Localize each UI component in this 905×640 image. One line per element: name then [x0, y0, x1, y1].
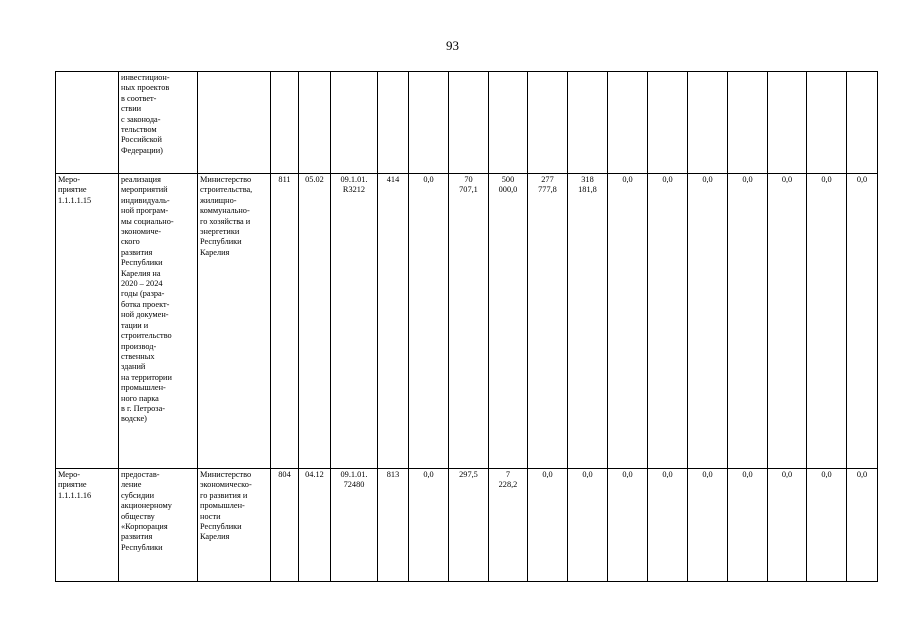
measure-description-cell-line: ной докумен-: [121, 310, 169, 320]
measure-description-cell-line: 2020 – 2024: [121, 279, 163, 289]
value-cell: [608, 469, 648, 582]
measure-description-cell-line: ной програм-: [121, 206, 169, 216]
executor-cell-line: го развития и: [200, 490, 248, 500]
measure-description-cell-line: экономиче-: [121, 227, 162, 237]
value-text: 09.1.01. R3212: [340, 175, 368, 195]
measure-description-cell-line: тельством: [121, 125, 157, 135]
value-cell: [409, 174, 449, 469]
measure-description-cell: [119, 174, 198, 469]
measure-description-cell-line: промышлен-: [121, 383, 166, 393]
measure-description-cell-line: на территории: [121, 372, 172, 382]
value-cell: [299, 174, 331, 469]
value-cell: [489, 72, 528, 174]
measure-name-cell: [56, 72, 119, 174]
measure-description-cell-line: Карелия на: [121, 268, 161, 278]
measure-description-cell-line: ботка проект-: [121, 299, 170, 309]
value-cell: [449, 72, 489, 174]
measure-name-cell: [56, 469, 119, 582]
measure-description-cell-line: инвестицион-: [121, 73, 170, 82]
value-text: 0,0: [542, 470, 553, 479]
executor-cell-line: жилищно-: [200, 195, 237, 205]
value-cell: [768, 469, 807, 582]
value-text: 277 777,8: [538, 175, 557, 195]
value-text: 0,0: [742, 470, 753, 479]
value-cell: [807, 174, 847, 469]
value-text: 811: [278, 175, 291, 184]
value-cell: [807, 72, 847, 174]
value-text: 0,0: [582, 470, 593, 479]
value-text: 414: [386, 175, 400, 184]
value-cell: [768, 72, 807, 174]
measure-description-cell-line: тации и: [121, 320, 149, 330]
value-cell: [331, 469, 378, 582]
value-cell: [271, 72, 299, 174]
measure-description-cell-line: в г. Петроза-: [121, 403, 166, 413]
value-text: 813: [386, 470, 400, 479]
value-cell: [648, 174, 688, 469]
measure-description-cell-line: водске): [121, 414, 147, 424]
table-row: [56, 174, 878, 469]
measure-description-cell-line: Республики: [121, 542, 163, 552]
measure-description-cell-line: ского: [121, 237, 140, 247]
measure-name-cell-line: Меро-: [58, 175, 81, 184]
budget-table: [55, 71, 878, 582]
value-cell: [409, 469, 449, 582]
value-cell: [568, 72, 608, 174]
value-cell: [331, 72, 378, 174]
measure-description-cell-line: развития: [121, 532, 153, 542]
executor-cell-line: экономическо-: [200, 480, 252, 490]
value-cell: [847, 72, 878, 174]
measure-description-cell-line: предостав-: [121, 470, 160, 479]
measure-description-cell-line: годы (разра-: [121, 289, 165, 299]
measure-description-cell-line: реализация: [121, 175, 161, 184]
measure-description-cell-line: Федерации): [121, 145, 163, 155]
value-cell: [807, 469, 847, 582]
measure-description-cell: [119, 469, 198, 582]
value-text: 0,0: [781, 470, 793, 479]
value-text: 0,0: [821, 175, 832, 184]
measure-description-cell-line: производ-: [121, 341, 157, 351]
executor-cell-line: строительства,: [200, 185, 253, 195]
measure-description-cell: [119, 72, 198, 174]
page-number: 93: [446, 38, 459, 53]
value-cell: [528, 469, 568, 582]
value-text: 297,5: [459, 470, 478, 479]
executor-cell-line: промышлен-: [200, 501, 245, 511]
value-text: 0,0: [856, 175, 868, 184]
measure-description-cell-line: ного парка: [121, 393, 159, 403]
measure-description-cell-line: ственных: [121, 351, 155, 361]
measure-name-cell-line: приятие: [58, 480, 87, 490]
executor-cell-line: го хозяйства и: [200, 216, 251, 226]
value-cell: [847, 174, 878, 469]
measure-name-cell-line: приятие: [58, 185, 87, 195]
measure-description-cell-line: в соответ-: [121, 93, 157, 103]
value-cell: [331, 174, 378, 469]
value-cell: [449, 174, 489, 469]
value-text: 804: [278, 470, 291, 479]
measure-description-cell-line: Республики: [121, 258, 163, 268]
measure-description-cell-line: строительство: [121, 331, 172, 341]
executor-cell-line: ности: [200, 511, 221, 521]
value-cell: [728, 469, 768, 582]
value-cell: [688, 72, 728, 174]
value-cell: [378, 174, 409, 469]
value-cell: [608, 174, 648, 469]
value-text: 04.12: [305, 470, 324, 479]
value-cell: [489, 174, 528, 469]
value-text: 0,0: [702, 175, 713, 184]
value-cell: [728, 72, 768, 174]
measure-description-cell-line: ление: [121, 480, 142, 490]
value-text: 0,0: [622, 175, 633, 184]
value-text: 0,0: [662, 470, 673, 479]
measure-name-cell: [56, 174, 119, 469]
executor-cell-line: Карелия: [200, 532, 230, 542]
value-cell: [299, 72, 331, 174]
value-cell: [378, 469, 409, 582]
value-cell: [648, 469, 688, 582]
value-cell: [847, 469, 878, 582]
value-text: 500 000,0: [498, 175, 518, 195]
value-cell: [648, 72, 688, 174]
value-text: 0,0: [702, 470, 713, 479]
value-text: 05.02: [305, 175, 324, 184]
measure-description-cell-line: субсидии: [121, 490, 155, 500]
executor-cell-line: коммунально-: [200, 206, 250, 216]
executor-cell-line: Карелия: [200, 247, 230, 257]
value-text: 70 707,1: [459, 175, 478, 195]
measure-description-cell-line: мы социально-: [121, 216, 174, 226]
value-text: 0,0: [742, 175, 753, 184]
executor-cell: [198, 72, 271, 174]
value-text: 09.1.01. 72480: [340, 470, 368, 490]
value-cell: [299, 469, 331, 582]
executor-cell-line: Министерство: [200, 175, 252, 184]
value-text: 0,0: [781, 175, 793, 184]
value-cell: [449, 469, 489, 582]
value-cell: [489, 469, 528, 582]
executor-cell-line: Республики: [200, 237, 242, 247]
measure-description-cell-line: «Корпорация: [121, 522, 168, 532]
value-text: 0,0: [821, 470, 832, 479]
measure-description-cell-line: Российской: [121, 135, 162, 145]
value-text: 0,0: [423, 470, 434, 479]
value-cell: [688, 469, 728, 582]
measure-description-cell-line: обществу: [121, 511, 155, 521]
executor-cell-line: энергетики: [200, 227, 240, 237]
value-cell: [271, 469, 299, 582]
value-cell: [528, 72, 568, 174]
measure-description-cell-line: развития: [121, 247, 153, 257]
value-cell: [528, 174, 568, 469]
measure-name-cell-line: Меро-: [58, 470, 81, 479]
value-cell: [608, 72, 648, 174]
value-text: 318 181,8: [578, 175, 597, 195]
measure-description-cell-line: ствии: [121, 104, 142, 114]
value-cell: [728, 174, 768, 469]
table-row: [56, 72, 878, 174]
measure-description-cell-line: с законода-: [121, 114, 161, 124]
measure-name-cell-line: 1.1.1.1.16: [58, 490, 92, 500]
executor-cell-line: Республики: [200, 522, 242, 532]
value-cell: [409, 72, 449, 174]
measure-name-cell-line: 1.1.1.1.15: [58, 195, 92, 205]
value-cell: [271, 174, 299, 469]
value-cell: [768, 174, 807, 469]
value-cell: [568, 174, 608, 469]
value-cell: [568, 469, 608, 582]
measure-description-cell-line: мероприятий: [121, 185, 168, 195]
value-text: 0,0: [856, 470, 868, 479]
value-text: 7 228,2: [498, 470, 518, 490]
value-text: 0,0: [662, 175, 673, 184]
measure-description-cell-line: зданий: [121, 362, 146, 372]
executor-cell: [198, 469, 271, 582]
value-cell: [378, 72, 409, 174]
executor-cell-line: Министерство: [200, 470, 252, 479]
value-cell: [688, 174, 728, 469]
value-text: 0,0: [423, 175, 434, 184]
executor-cell: [198, 174, 271, 469]
measure-description-cell-line: ных проектов: [121, 83, 170, 93]
table-row: [56, 469, 878, 582]
measure-description-cell-line: акционерному: [121, 501, 172, 511]
measure-description-cell-line: индивидуаль-: [121, 195, 170, 205]
value-text: 0,0: [622, 470, 633, 479]
